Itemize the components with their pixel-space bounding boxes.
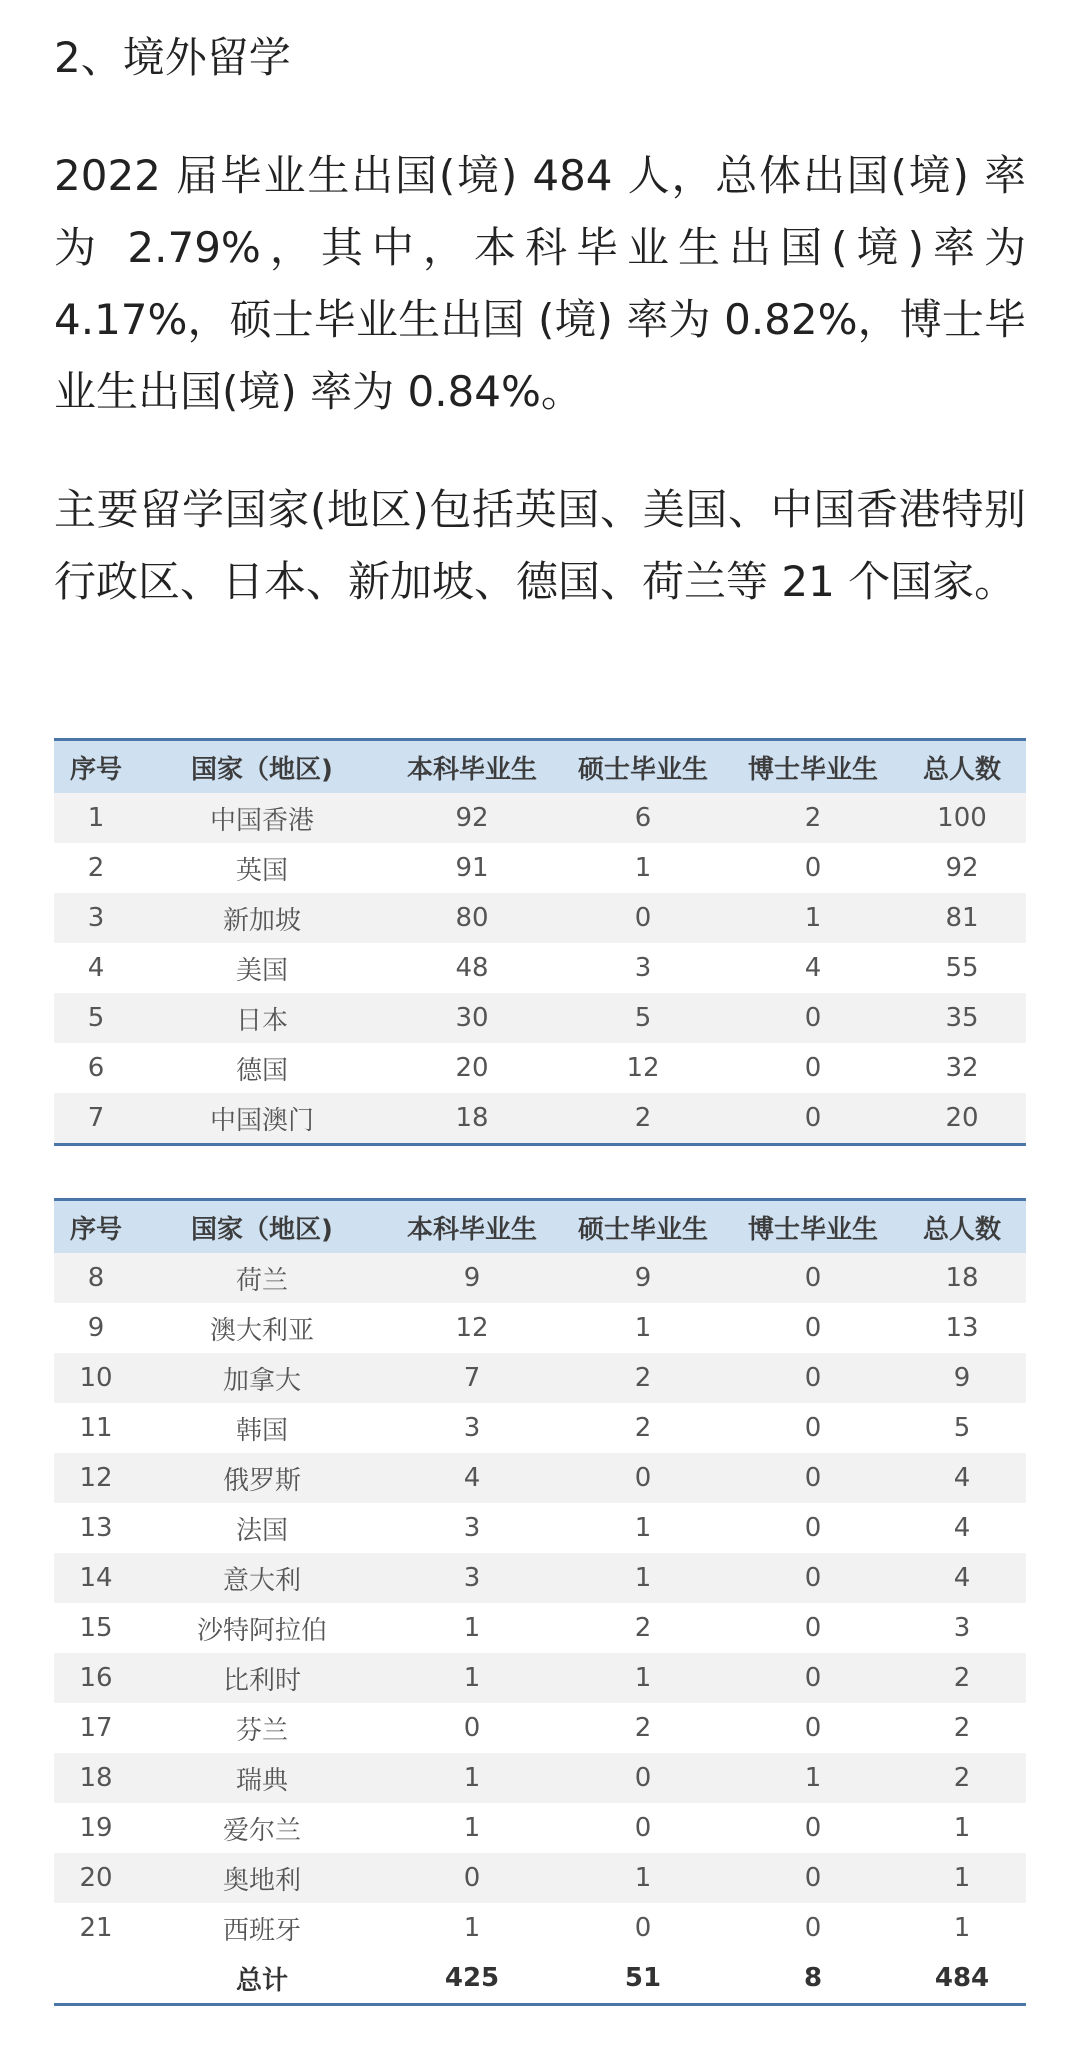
undergrad-cell: 3	[463, 1563, 481, 1593]
master-cell: 1	[634, 1663, 652, 1693]
country-cell: 比利时	[222, 1665, 301, 1696]
total-cell: 5	[953, 1413, 971, 1443]
index-cell: 14	[79, 1563, 113, 1593]
doctor-cell: 0	[804, 1563, 822, 1593]
country-cell: 德国	[235, 1055, 288, 1086]
undergrad-cell: 3	[463, 1413, 481, 1443]
master-cell: 1	[634, 1563, 652, 1593]
table-header	[54, 1198, 1026, 1253]
doctor-cell: 0	[804, 1263, 822, 1293]
table-row	[54, 843, 1026, 893]
undergrad-cell: 20	[455, 1053, 489, 1083]
index-cell: 17	[79, 1713, 113, 1743]
index-cell: 15	[79, 1613, 113, 1643]
doctor-cell: 4	[804, 953, 822, 983]
index-cell: 1	[87, 803, 105, 833]
doctor-cell: 0	[804, 1363, 822, 1393]
doctor-cell: 0	[804, 853, 822, 883]
header-index: 序号	[69, 1214, 122, 1245]
undergrad-cell: 3	[463, 1513, 481, 1543]
index-cell: 10	[79, 1363, 113, 1393]
country-cell: 西班牙	[222, 1915, 301, 1946]
total-cell: 35	[945, 1003, 979, 1033]
destination-table-2	[54, 1198, 1026, 2006]
table-row	[54, 1803, 1026, 1853]
total-cell: 3	[953, 1613, 971, 1643]
country-cell: 奥地利	[222, 1865, 301, 1896]
total-doctor: 8	[803, 1963, 823, 1993]
index-cell: 19	[79, 1813, 113, 1843]
undergrad-cell: 80	[455, 903, 489, 933]
country-cell: 瑞典	[235, 1765, 288, 1796]
undergrad-cell: 1	[463, 1913, 481, 1943]
table-row	[54, 1043, 1026, 1093]
header-total: 总人数	[922, 754, 1001, 785]
table-row	[54, 1353, 1026, 1403]
country-cell: 日本	[235, 1005, 288, 1036]
index-cell: 2	[87, 853, 105, 883]
doctor-cell: 0	[804, 1003, 822, 1033]
doctor-cell: 0	[804, 1713, 822, 1743]
table-header	[54, 738, 1026, 793]
undergrad-cell: 4	[463, 1463, 481, 1493]
index-cell: 9	[87, 1313, 105, 1343]
index-cell: 4	[87, 953, 105, 983]
table-row	[54, 1653, 1026, 1703]
total-cell: 4	[953, 1513, 971, 1543]
country-cell: 加拿大	[222, 1365, 301, 1396]
country-cell: 芬兰	[235, 1715, 288, 1746]
header-country: 国家（地区)	[191, 754, 333, 785]
country-cell: 中国香港	[209, 805, 314, 836]
index-cell: 11	[79, 1413, 113, 1443]
total-cell: 92	[945, 853, 979, 883]
country-cell: 意大利	[222, 1565, 301, 1596]
table-row	[54, 1853, 1026, 1903]
master-cell: 0	[634, 903, 652, 933]
doctor-cell: 1	[804, 903, 822, 933]
country-cell: 美国	[235, 955, 288, 986]
doctor-cell: 0	[804, 1463, 822, 1493]
table-bottom-rule	[54, 2003, 1026, 2006]
total-row	[54, 1953, 1026, 2003]
master-cell: 2	[634, 1713, 652, 1743]
doctor-cell: 0	[804, 1413, 822, 1443]
doctor-cell: 0	[804, 1913, 822, 1943]
master-cell: 0	[634, 1913, 652, 1943]
table-row	[54, 893, 1026, 943]
total-master: 51	[624, 1963, 662, 1993]
total-cell: 13	[945, 1313, 979, 1343]
total-count: 484	[934, 1963, 990, 1993]
undergrad-cell: 12	[455, 1313, 489, 1343]
country-cell: 澳大利亚	[209, 1315, 314, 1346]
total-cell: 9	[953, 1363, 971, 1393]
index-cell: 16	[79, 1663, 113, 1693]
total-label: 总计	[235, 1965, 288, 1996]
undergrad-cell: 1	[463, 1613, 481, 1643]
index-cell: 6	[87, 1053, 105, 1083]
header-undergrad: 本科毕业生	[406, 754, 537, 785]
undergrad-cell: 9	[463, 1263, 481, 1293]
master-cell: 6	[634, 803, 652, 833]
header-total: 总人数	[922, 1214, 1001, 1245]
master-cell: 2	[634, 1103, 652, 1133]
index-cell: 13	[79, 1513, 113, 1543]
index-cell: 21	[79, 1913, 113, 1943]
master-cell: 2	[634, 1413, 652, 1443]
total-cell: 4	[953, 1563, 971, 1593]
table-row	[54, 1753, 1026, 1803]
total-cell: 2	[953, 1763, 971, 1793]
destination-table-1	[54, 738, 1026, 1146]
table-row	[54, 993, 1026, 1043]
country-cell: 沙特阿拉伯	[196, 1615, 327, 1646]
total-cell: 2	[953, 1713, 971, 1743]
doctor-cell: 0	[804, 1313, 822, 1343]
table-row	[54, 1703, 1026, 1753]
table-row	[54, 1403, 1026, 1453]
table-row	[54, 1603, 1026, 1653]
undergrad-cell: 0	[463, 1863, 481, 1893]
country-cell: 爱尔兰	[222, 1815, 301, 1846]
total-cell: 4	[953, 1463, 971, 1493]
index-cell: 3	[87, 903, 105, 933]
country-cell: 中国澳门	[209, 1105, 314, 1136]
header-master: 硕士毕业生	[577, 1214, 708, 1245]
country-cell: 法国	[235, 1515, 288, 1546]
country-cell: 新加坡	[222, 905, 301, 936]
doctor-cell: 2	[804, 803, 822, 833]
index-cell: 12	[79, 1463, 113, 1493]
master-cell: 1	[634, 1313, 652, 1343]
undergrad-cell: 1	[463, 1663, 481, 1693]
header-index: 序号	[69, 754, 122, 785]
table-row	[54, 1093, 1026, 1143]
header-undergrad: 本科毕业生	[406, 1214, 537, 1245]
undergrad-cell: 48	[455, 953, 489, 983]
master-cell: 0	[634, 1763, 652, 1793]
undergrad-cell: 30	[455, 1003, 489, 1033]
destination-summary: 主要留学国家(地区)包括英国、美国、中国香港特别行政区、日本、新加坡、德国、荷兰等 21 个国家。	[54, 485, 1026, 606]
index-cell: 5	[87, 1003, 105, 1033]
undergrad-cell: 91	[455, 853, 489, 883]
master-cell: 9	[634, 1263, 652, 1293]
total-cell: 1	[953, 1813, 971, 1843]
study-abroad-summary: 2022 届毕业生出国(境) 484 人，总体出国(境) 率为 2.79%，其中，本科毕业生出国(境)率为 4.17%，硕士毕业生出国 (境) 率为 0.82%，博士毕业生出国(境) 率为 0.84%。	[54, 151, 1026, 416]
doctor-cell: 0	[804, 1663, 822, 1693]
table-row	[54, 793, 1026, 843]
total-cell: 18	[945, 1263, 979, 1293]
doctor-cell: 0	[804, 1103, 822, 1133]
total-undergrad: 425	[444, 1963, 500, 1993]
master-cell: 0	[634, 1463, 652, 1493]
undergrad-cell: 7	[463, 1363, 481, 1393]
index-cell: 7	[87, 1103, 105, 1133]
master-cell: 5	[634, 1003, 652, 1033]
header-master: 硕士毕业生	[577, 754, 708, 785]
master-cell: 2	[634, 1363, 652, 1393]
table-row	[54, 1903, 1026, 1953]
doctor-cell: 0	[804, 1053, 822, 1083]
table-row	[54, 1303, 1026, 1353]
doctor-cell: 0	[804, 1613, 822, 1643]
undergrad-cell: 18	[455, 1103, 489, 1133]
table-row	[54, 943, 1026, 993]
total-cell: 1	[953, 1913, 971, 1943]
country-cell: 韩国	[235, 1415, 288, 1446]
table-body	[54, 1253, 1026, 1953]
master-cell: 12	[626, 1053, 660, 1083]
index-cell: 8	[87, 1263, 105, 1293]
country-cell: 英国	[235, 855, 288, 886]
undergrad-cell: 1	[463, 1813, 481, 1843]
doctor-cell: 0	[804, 1813, 822, 1843]
table-bottom-rule	[54, 1143, 1026, 1146]
total-cell: 1	[953, 1863, 971, 1893]
header-doctor: 博士毕业生	[747, 1214, 878, 1245]
total-cell: 2	[953, 1663, 971, 1693]
total-cell: 20	[945, 1103, 979, 1133]
country-cell: 荷兰	[235, 1265, 288, 1296]
undergrad-cell: 92	[455, 803, 489, 833]
country-cell: 俄罗斯	[222, 1465, 301, 1496]
total-cell: 32	[945, 1053, 979, 1083]
header-country: 国家（地区)	[191, 1214, 333, 1245]
section-title: 2、境外留学	[54, 33, 291, 82]
master-cell: 3	[634, 953, 652, 983]
total-cell: 100	[937, 803, 987, 833]
index-cell: 20	[79, 1863, 113, 1893]
master-cell: 0	[634, 1813, 652, 1843]
master-cell: 2	[634, 1613, 652, 1643]
table-body	[54, 793, 1026, 1143]
master-cell: 1	[634, 1863, 652, 1893]
index-cell: 18	[79, 1763, 113, 1793]
master-cell: 1	[634, 1513, 652, 1543]
total-cell: 81	[945, 903, 979, 933]
header-doctor: 博士毕业生	[747, 754, 878, 785]
doctor-cell: 1	[804, 1763, 822, 1793]
table-row	[54, 1253, 1026, 1303]
total-cell: 55	[945, 953, 979, 983]
table-row	[54, 1503, 1026, 1553]
table-row	[54, 1453, 1026, 1503]
doctor-cell: 0	[804, 1513, 822, 1543]
undergrad-cell: 1	[463, 1763, 481, 1793]
table-row	[54, 1553, 1026, 1603]
doctor-cell: 0	[804, 1863, 822, 1893]
master-cell: 1	[634, 853, 652, 883]
undergrad-cell: 0	[463, 1713, 481, 1743]
